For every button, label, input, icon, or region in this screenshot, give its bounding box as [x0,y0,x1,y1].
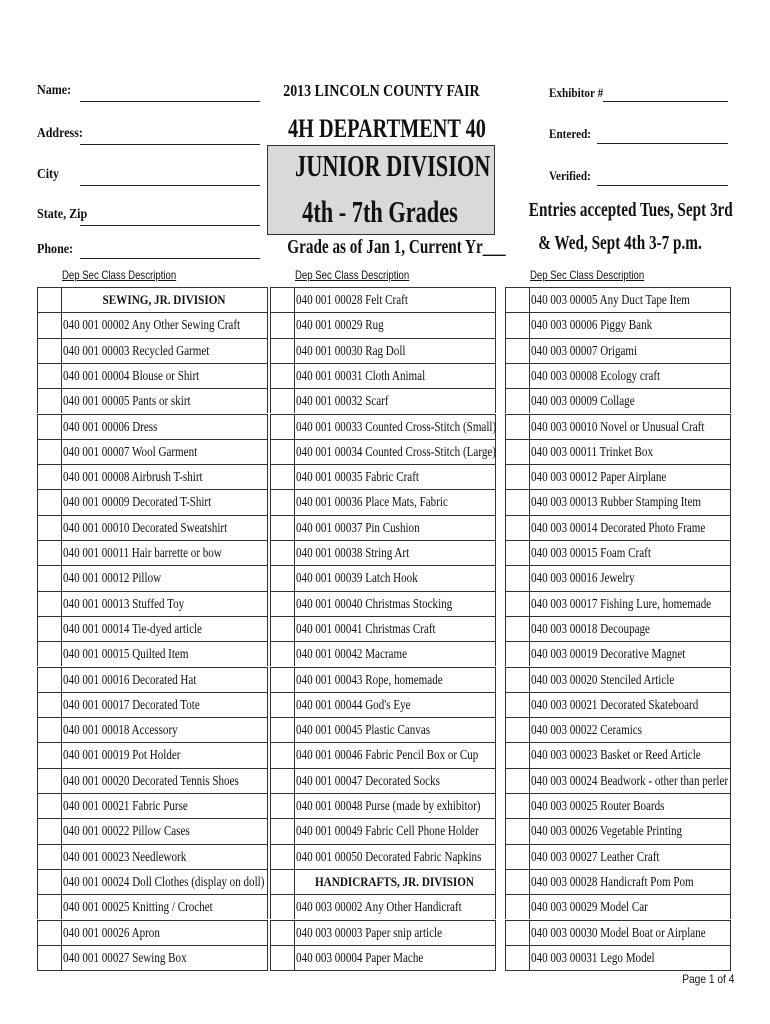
entry-row [270,388,496,413]
entry-checkbox-cell[interactable] [38,617,62,641]
entry-row [37,641,268,666]
entry-label: 040 001 00007 Wool Garment [63,443,198,459]
entry-checkbox-cell[interactable] [271,693,295,717]
entry-label: 040 001 00045 Plastic Canvas [296,722,431,738]
entry-label: 040 001 00029 Rug [296,317,384,333]
entry-label: 040 001 00019 Pot Holder [63,747,181,763]
entry-checkbox-cell[interactable] [271,516,295,540]
entry-label: 040 003 00014 Decorated Photo Frame [531,519,706,535]
entry-checkbox-cell[interactable] [506,516,530,540]
entry-row [37,894,268,919]
entry-row [37,616,268,641]
entry-label: 040 001 00005 Pants or skirt [63,393,191,409]
entry-row [505,717,731,742]
entry-row [270,717,496,742]
entry-label: 040 001 00034 Counted Cross-Stitch (Large) [296,443,496,459]
entry-label: 040 003 00030 Model Boat or Airplane [531,924,706,940]
entry-checkbox-cell[interactable] [38,490,62,514]
entry-checkbox-cell[interactable] [506,288,530,312]
entry-checkbox-cell[interactable] [38,566,62,590]
entry-label: 040 001 00008 Airbrush T-shirt [63,469,203,485]
entry-label: 040 001 00048 Purse (made by exhibitor) [296,798,481,813]
verified-line[interactable] [597,185,728,186]
entry-row [505,540,731,565]
entry-checkbox-cell[interactable] [271,617,295,641]
entry-label: 040 001 00004 Blouse or Shirt [63,367,200,383]
entry-checkbox-cell[interactable] [38,592,62,616]
entry-checkbox-cell[interactable] [38,845,62,869]
entry-row [270,515,496,540]
entry-checkbox-cell[interactable] [506,389,530,413]
entry-checkbox-cell[interactable] [271,415,295,439]
entry-label: 040 003 00008 Ecology craft [531,367,661,383]
address-label: Address: [37,126,83,141]
entry-label: 040 001 00027 Sewing Box [63,949,187,965]
name-label: Name: [37,83,72,98]
entry-label: 040 001 00035 Fabric Craft [296,469,419,485]
entry-row [37,565,268,590]
entry-checkbox-cell[interactable] [38,465,62,489]
entry-row [37,388,268,413]
page-number: Page 1 of 4 [681,972,734,986]
entry-checkbox-cell[interactable] [271,946,295,970]
entry-label: 040 001 00017 Decorated Tote [63,696,200,712]
entry-checkbox-cell[interactable] [506,693,530,717]
entry-checkbox-cell[interactable] [506,870,530,894]
table-bottom-border [505,970,731,971]
column-header-2: Dep Sec Class Description [295,268,410,282]
entry-label: 040 001 00036 Place Mats, Fabric [296,494,448,510]
entry-row [270,894,496,919]
entry-checkbox-cell[interactable] [38,415,62,439]
entry-checkbox-cell[interactable] [38,516,62,540]
entry-row [37,818,268,843]
entries-line-1: Entries accepted Tues, Sept 3rd [528,199,733,221]
entry-checkbox-cell[interactable] [271,642,295,666]
entry-label: 040 003 00025 Router Boards [531,798,665,813]
entry-row [37,363,268,388]
entry-checkbox-cell[interactable] [38,389,62,413]
entry-row [505,439,731,464]
entry-row [270,338,496,363]
entry-label: 040 003 00003 Paper snip article [296,924,443,940]
division-title: JUNIOR DIVISION [295,148,491,183]
entry-checkbox-cell[interactable] [38,718,62,742]
entry-checkbox-cell[interactable] [506,794,530,818]
entry-row [270,616,496,641]
entry-label: 040 003 00027 Leather Craft [531,848,660,864]
name-line[interactable] [80,101,260,102]
section-title-row [270,869,496,894]
entry-checkbox-cell[interactable] [38,794,62,818]
entry-row [505,742,731,767]
entry-row [270,312,496,337]
entry-row [270,464,496,489]
entry-row [37,667,268,692]
entry-label: 040 001 00026 Apron [63,924,160,940]
entry-row [505,388,731,413]
entry-row [270,742,496,767]
entry-checkbox-cell[interactable] [506,845,530,869]
entry-row [505,616,731,641]
entry-row [270,565,496,590]
entered-label: Entered: [549,126,592,141]
entry-row [37,742,268,767]
entry-checkbox-cell[interactable] [38,541,62,565]
state-zip-label: State, Zip [37,207,88,222]
entry-label: 040 003 00018 Decoupage [531,620,650,636]
entry-label: 040 003 00021 Decorated Skateboard [531,696,699,712]
entry-checkbox-cell[interactable] [38,769,62,793]
entry-label: 040 003 00010 Novel or Unusual Craft [531,418,705,434]
entry-row [37,312,268,337]
entry-label: 040 003 00007 Origami [531,342,638,358]
entry-row [270,818,496,843]
entry-checkbox-cell[interactable] [38,946,62,970]
entry-row [270,768,496,793]
entry-label: 040 001 00009 Decorated T-Shirt [63,494,212,510]
entry-label: 040 001 00023 Needlework [63,848,187,864]
entry-checkbox-cell[interactable] [38,339,62,363]
address-line[interactable] [80,144,260,145]
entry-checkbox-cell[interactable] [271,465,295,489]
entry-label: 040 001 00003 Recycled Garmet [63,342,210,358]
entry-row [37,591,268,616]
entry-label: 040 001 00002 Any Other Sewing Craft [63,317,241,333]
entry-row [37,717,268,742]
entry-row [270,287,496,312]
entry-label: 040 003 00019 Decorative Magnet [531,646,686,662]
exhibitor-line[interactable] [603,101,728,102]
entry-label: 040 003 00017 Fishing Lure, homemade [531,595,712,611]
entry-label: 040 001 00014 Tie-dyed article [63,620,202,636]
entry-label: 040 003 00005 Any Duct Tape Item [531,292,690,307]
entry-label: 040 001 00044 God's Eye [296,696,411,712]
grade-note: Grade as of Jan 1, Current Yr___ [287,236,506,258]
entry-label: 040 001 00039 Latch Hook [296,570,418,586]
entry-row [505,793,731,818]
entry-checkbox-cell[interactable] [506,465,530,489]
entry-checkbox-cell[interactable] [38,895,62,919]
entry-row [505,667,731,692]
entry-row [37,869,268,894]
entry-checkbox-cell[interactable] [271,769,295,793]
entry-row [37,414,268,439]
entry-checkbox-cell[interactable] [506,642,530,666]
entry-row [37,439,268,464]
entry-label: 040 001 00015 Quilted Item [63,646,189,662]
entry-row [505,312,731,337]
entry-label: 040 003 00013 Rubber Stamping Item [531,494,702,510]
entry-label: 040 001 00046 Fabric Pencil Box or Cup [296,747,479,763]
entry-checkbox-cell[interactable] [271,921,295,945]
entry-checkbox-cell[interactable] [38,870,62,894]
entry-checkbox-cell[interactable] [271,668,295,692]
entry-label: 040 001 00006 Dress [63,418,158,434]
entry-checkbox-cell[interactable] [271,541,295,565]
phone-line[interactable] [80,258,260,259]
entry-checkbox-cell[interactable] [271,440,295,464]
table-bottom-border [37,970,268,971]
entry-label: 040 001 00018 Accessory [63,722,178,738]
entry-row [505,363,731,388]
entry-row [270,945,496,970]
entry-label: 040 003 00011 Trinket Box [531,443,654,459]
entry-checkbox-cell[interactable] [271,592,295,616]
entry-checkbox-cell[interactable] [506,490,530,514]
section-title-row [37,287,268,312]
entry-row [37,515,268,540]
state-zip-line[interactable] [80,225,260,226]
entry-checkbox-cell[interactable] [38,668,62,692]
entry-row [37,464,268,489]
entry-row [505,768,731,793]
entry-checkbox-cell[interactable] [271,743,295,767]
entry-row [37,945,268,970]
entry-row [37,920,268,945]
entry-label: 040 001 00043 Rope, homemade [296,671,443,687]
entry-row [37,540,268,565]
entry-checkbox-cell[interactable] [506,819,530,843]
entry-label: 040 003 00026 Vegetable Printing [531,823,683,839]
department-title: 4H DEPARTMENT 40 [287,114,486,143]
entry-label: 040 001 00033 Counted Cross-Stitch (Small) [296,418,497,434]
entry-checkbox-cell[interactable] [271,845,295,869]
entry-checkbox-cell[interactable] [506,718,530,742]
entry-checkbox-cell[interactable] [506,541,530,565]
entry-row [505,565,731,590]
column-header-1: Dep Sec Class Description [62,268,177,282]
entry-label: 040 001 00021 Fabric Purse [63,798,188,813]
phone-label: Phone: [37,242,74,257]
entry-checkbox-cell[interactable] [506,946,530,970]
entry-row [505,641,731,666]
entry-checkbox-cell[interactable] [271,288,295,312]
entry-label: 040 001 00042 Macrame [296,646,407,662]
entry-checkbox-cell[interactable] [271,389,295,413]
entry-label: 040 003 00002 Any Other Handicraft [296,899,462,915]
entry-label: 040 003 00020 Stenciled Article [531,671,675,687]
entry-row [505,515,731,540]
entry-checkbox-cell[interactable] [271,870,295,894]
entry-row [505,869,731,894]
entry-label: 040 001 00020 Decorated Tennis Shoes [63,772,239,788]
entry-row [270,920,496,945]
entry-label: 040 001 00025 Knitting / Crochet [63,899,213,915]
entry-checkbox-cell[interactable] [506,415,530,439]
entry-checkbox-cell[interactable] [38,642,62,666]
entry-label: 040 001 00038 String Art [296,545,410,560]
entry-row [270,439,496,464]
entry-checkbox-cell[interactable] [38,921,62,945]
entry-checkbox-cell[interactable] [506,921,530,945]
entry-checkbox-cell[interactable] [38,364,62,388]
column-header-3: Dep Sec Class Description [530,268,645,282]
entry-label: 040 003 00004 Paper Mache [296,949,424,965]
entry-label: 040 001 00037 Pin Cushion [296,519,420,535]
entry-label: 040 001 00012 Pillow [63,570,162,586]
entry-label: 040 003 00009 Collage [531,393,635,409]
entry-row [505,692,731,717]
entry-row [37,793,268,818]
entry-row [37,489,268,514]
entry-checkbox-cell[interactable] [38,313,62,337]
verified-label: Verified: [549,168,591,183]
entry-label: 040 003 00024 Beadwork - other than perler [531,772,729,788]
entry-checkbox-cell[interactable] [271,718,295,742]
entry-label: 040 003 00031 Lego Model [531,949,655,965]
entry-row [270,692,496,717]
entry-checkbox-cell[interactable] [271,490,295,514]
entry-row [505,818,731,843]
entry-checkbox-cell[interactable] [506,743,530,767]
entry-row [505,338,731,363]
entry-row [505,894,731,919]
entry-checkbox-cell[interactable] [506,592,530,616]
entry-row [270,844,496,869]
entry-checkbox-cell[interactable] [506,668,530,692]
entry-label: 040 001 00013 Stuffed Toy [63,595,185,611]
entry-checkbox-cell[interactable] [271,819,295,843]
entry-row [505,287,731,312]
entry-label: 040 001 00028 Felt Craft [296,292,408,307]
entry-label: 040 003 00028 Handicraft Pom Pom [531,873,694,889]
entry-label: 040 001 00010 Decorated Sweatshirt [63,519,228,535]
entry-label: 040 001 00022 Pillow Cases [63,823,190,839]
entered-line[interactable] [597,143,728,144]
entries-line-2: & Wed, Sept 4th 3-7 p.m. [538,232,702,254]
entry-label: 040 001 00032 Scarf [296,393,389,409]
entry-row [270,591,496,616]
entry-label: 040 001 00049 Fabric Cell Phone Holder [296,823,479,839]
entry-checkbox-cell[interactable] [506,364,530,388]
entry-row [270,667,496,692]
entry-checkbox-cell[interactable] [506,617,530,641]
entry-checkbox-cell[interactable] [38,743,62,767]
entry-row [37,692,268,717]
entry-label: 040 001 00030 Rag Doll [296,342,406,358]
entry-label: 040 003 00016 Jewelry [531,570,635,586]
entry-label: 040 001 00047 Decorated Socks [296,772,440,788]
entry-checkbox-cell[interactable] [271,313,295,337]
city-label: City [37,167,60,182]
entry-row [270,363,496,388]
entry-row [37,844,268,869]
entry-row [505,489,731,514]
city-line[interactable] [80,185,260,186]
entry-checkbox-cell[interactable] [38,288,62,312]
entry-checkbox-cell[interactable] [271,794,295,818]
section-title: SEWING, JR. DIVISION [102,292,226,307]
entry-label: 040 003 00023 Basket or Reed Article [531,747,701,763]
entry-checkbox-cell[interactable] [506,339,530,363]
entry-checkbox-cell[interactable] [38,440,62,464]
entry-checkbox-cell[interactable] [271,566,295,590]
entry-checkbox-cell[interactable] [271,339,295,363]
entry-label: 040 003 00022 Ceramics [531,722,642,738]
entry-row [505,591,731,616]
entry-checkbox-cell[interactable] [38,693,62,717]
entry-row [270,540,496,565]
entry-label: 040 001 00050 Decorated Fabric Napkins [296,848,482,864]
entry-row [505,464,731,489]
entry-row [505,414,731,439]
entry-label: 040 001 00016 Decorated Hat [63,671,197,687]
section-title: HANDICRAFTS, JR. DIVISION [314,873,475,889]
entry-checkbox-cell[interactable] [38,819,62,843]
entry-row [270,414,496,439]
entry-checkbox-cell[interactable] [506,895,530,919]
entry-row [270,793,496,818]
entry-row [37,338,268,363]
entry-checkbox-cell[interactable] [506,313,530,337]
entry-row [270,641,496,666]
table-bottom-border [270,970,496,971]
entry-checkbox-cell[interactable] [271,364,295,388]
entry-label: 040 003 00029 Model Car [531,899,648,915]
entry-checkbox-cell[interactable] [506,440,530,464]
entry-label: 040 001 00040 Christmas Stocking [296,595,453,611]
entry-row [270,489,496,514]
entry-label: 040 003 00006 Piggy Bank [531,317,653,333]
entry-label: 040 001 00011 Hair barrette or bow [63,545,222,560]
entry-row [505,844,731,869]
entry-row [505,920,731,945]
entry-label: 040 001 00041 Christmas Craft [296,620,436,636]
entry-row [505,945,731,970]
entry-label: 040 003 00015 Foam Craft [531,545,651,560]
entry-label: 040 001 00031 Cloth Animal [296,367,426,383]
exhibitor-label: Exhibitor # [549,85,604,100]
entry-checkbox-cell[interactable] [506,769,530,793]
entry-label: 040 001 00024 Doll Clothes (display on doll) [63,873,265,889]
entry-checkbox-cell[interactable] [506,566,530,590]
fair-title: 2013 LINCOLN COUNTY FAIR [283,81,480,100]
entry-checkbox-cell[interactable] [271,895,295,919]
entry-row [37,768,268,793]
entry-label: 040 003 00012 Paper Airplane [531,469,667,485]
grades-title: 4th - 7th Grades [302,194,458,229]
